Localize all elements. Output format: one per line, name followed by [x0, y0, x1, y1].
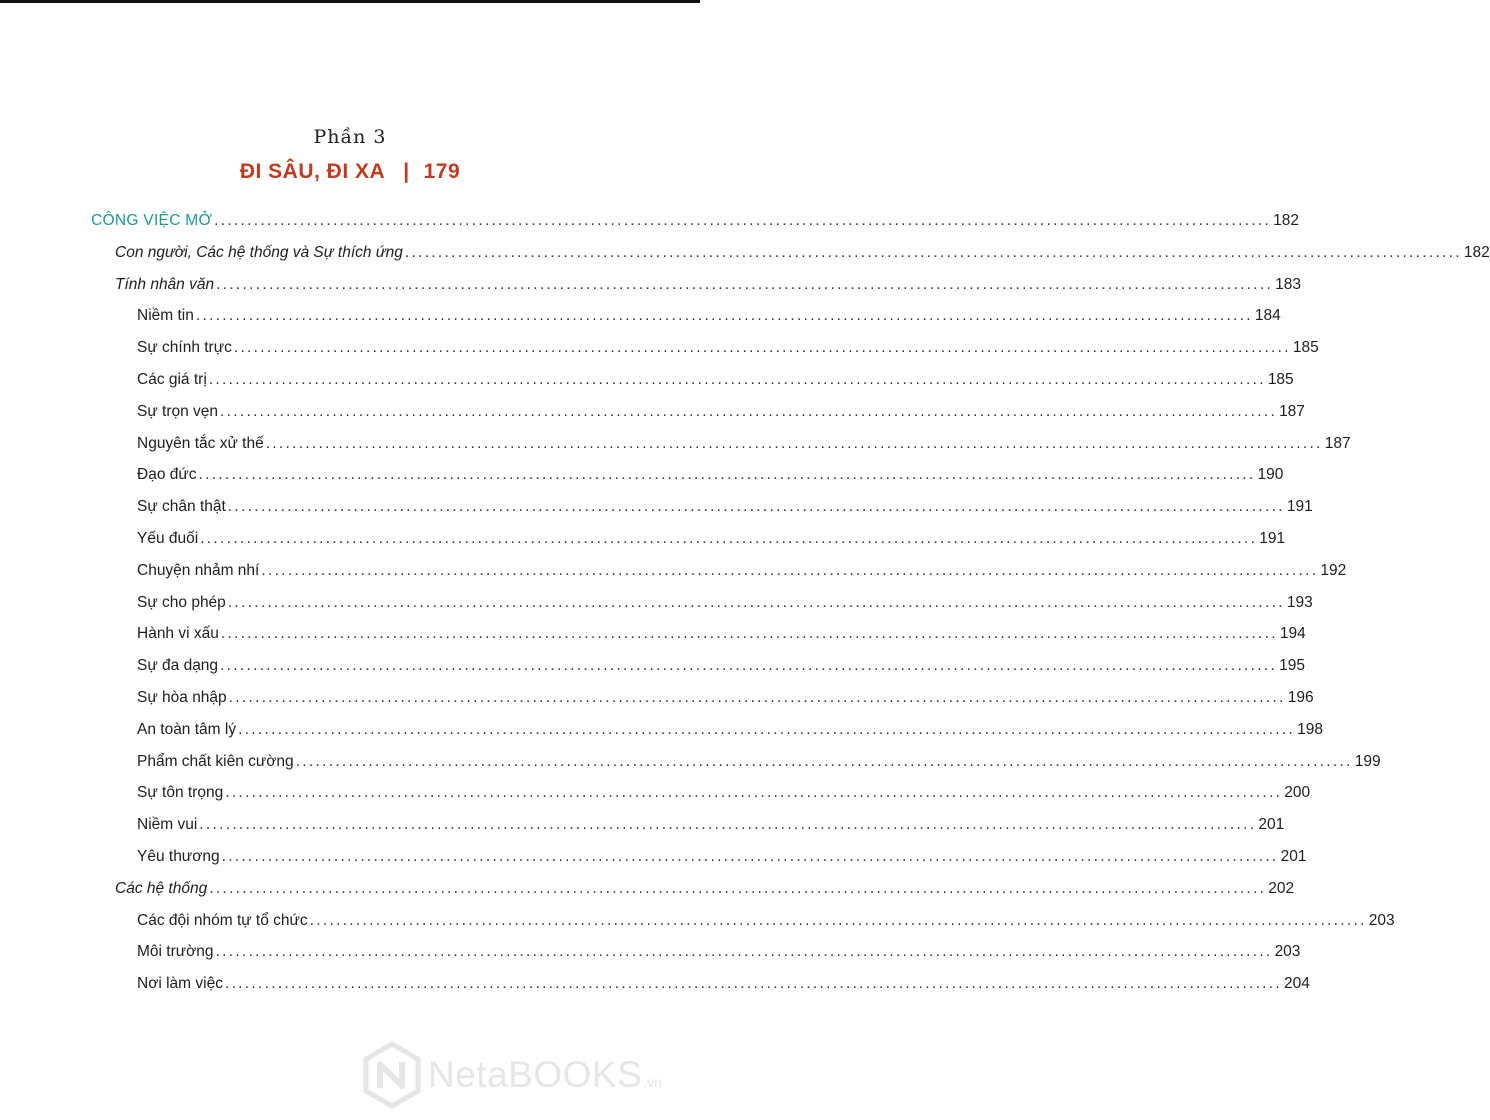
toc-entry[interactable]: [137, 432, 1351, 456]
watermark-suffix: .vn: [643, 1074, 662, 1090]
toc-entry[interactable]: [137, 463, 1284, 487]
toc-leader-dots: ................................................................................................................................................................: [233, 339, 1291, 357]
toc-entry-page: 198: [1297, 720, 1323, 738]
toc-leader-dots: ................................................................................................................................................................: [265, 434, 1323, 452]
toc-entry-page: 190: [1257, 466, 1284, 484]
toc-entry-page: 191: [1259, 530, 1286, 547]
toc-entry-page: 192: [1320, 561, 1347, 579]
toc-leader-dots: ................................................................................................................................................................: [261, 561, 1319, 579]
toc-entry-page: 200: [1284, 784, 1311, 802]
toc-entry-title: Sự chính trực: [137, 339, 232, 357]
toc-entry-page: 187: [1324, 434, 1351, 452]
top-border: [0, 0, 700, 3]
watermark: [362, 1040, 700, 1110]
toc-entry[interactable]: [137, 781, 1311, 805]
toc-entry-title: Con người, Các hệ thống và Sự thích ứng: [115, 243, 403, 261]
toc-leader-dots: ................................................................................................................................................................: [227, 498, 1285, 516]
toc-entry-title: Sự tôn trọng: [137, 784, 224, 802]
toc-entry-page: 183: [1275, 275, 1302, 293]
toc-leader-dots: ................................................................................................................................................................: [224, 975, 1282, 993]
toc-leader-dots: ................................................................................................................................................................: [208, 371, 1266, 388]
toc-entry-page: 187: [1279, 402, 1305, 420]
toc-entry[interactable]: [115, 273, 1302, 297]
toc-entry-page: 196: [1287, 689, 1314, 706]
toc-leader-dots: ................................................................................................................................................................: [198, 466, 1256, 484]
toc-entry[interactable]: [137, 972, 1310, 996]
toc-entry-title: Hành vi xấu: [137, 625, 219, 643]
toc-entry-page: 204: [1284, 975, 1310, 993]
toc-leader-dots: ................................................................................................................................................................: [225, 784, 1283, 802]
toc-entry-page: 195: [1279, 657, 1305, 675]
toc-entry-title: Tính nhân văn: [115, 275, 215, 293]
toc-entry[interactable]: [137, 400, 1305, 424]
toc-entry-title: Sự hòa nhập: [137, 689, 227, 706]
toc-entry-page: 182: [1463, 243, 1490, 261]
toc-leader-dots: ................................................................................................................................................................: [227, 593, 1285, 611]
part-page-number: 179: [423, 160, 461, 183]
toc-entry-title: Nguyên tắc xử thế: [137, 434, 264, 452]
toc-leader-dots: ................................................................................................................................................................: [295, 752, 1353, 770]
part-title-line: [0, 160, 700, 184]
toc-leader-dots: ................................................................................................................................................................: [404, 243, 1462, 261]
toc-entry-title: Nơi làm việc: [137, 975, 223, 993]
toc-entry[interactable]: [137, 559, 1347, 583]
toc-leader-dots: ................................................................................................................................................................: [309, 911, 1367, 929]
toc-entry[interactable]: [137, 336, 1319, 360]
toc-entry-title: Sự cho phép: [137, 593, 226, 611]
toc-entry[interactable]: [137, 940, 1301, 964]
part-separator: |: [403, 160, 410, 183]
toc-leader-dots: ................................................................................................................................................................: [209, 879, 1267, 897]
toc-entry[interactable]: [137, 750, 1381, 774]
toc-entry-title: Niềm vui: [137, 816, 198, 834]
toc-leader-dots: ................................................................................................................................................................: [238, 720, 1296, 738]
toc-entry-page: 194: [1279, 625, 1306, 643]
toc-entry-page: 203: [1368, 911, 1395, 929]
toc-leader-dots: ................................................................................................................................................................: [220, 402, 1278, 420]
toc-entry-page: 203: [1274, 943, 1301, 961]
toc-entry[interactable]: [137, 813, 1285, 837]
toc-leader-dots: ................................................................................................................................................................: [200, 530, 1258, 547]
watermark-text: NetaBOOKS: [428, 1054, 643, 1095]
toc-entry-page: 202: [1268, 879, 1295, 897]
toc-entry-title: Chuyện nhảm nhí: [137, 561, 260, 579]
toc-leader-dots: ................................................................................................................................................................: [215, 943, 1273, 961]
toc-entry-title: Sự chân thật: [137, 498, 226, 516]
part-title: ĐI SÂU, ĐI XA: [239, 160, 386, 183]
toc-entry-title: Phẩm chất kiên cường: [137, 752, 294, 770]
toc-entry-page: 199: [1354, 752, 1381, 770]
toc-leader-dots: ................................................................................................................................................................: [199, 816, 1257, 834]
toc-entry[interactable]: [137, 909, 1395, 933]
toc-entry[interactable]: [137, 686, 1314, 710]
toc-entry-page: 201: [1280, 848, 1307, 865]
netabooks-logo-icon: [362, 1042, 422, 1108]
toc-entry-title: Yêu thương: [137, 848, 220, 865]
toc-entry-title: Sự trọn vẹn: [137, 402, 219, 420]
toc-entry-page: 185: [1267, 371, 1294, 388]
toc-leader-dots: ................................................................................................................................................................: [220, 657, 1278, 675]
toc-entry-title: Đạo đức: [137, 466, 197, 484]
toc-entry[interactable]: [137, 527, 1286, 551]
toc-entry-page: 182: [1273, 212, 1299, 229]
toc-leader-dots: ................................................................................................................................................................: [195, 307, 1253, 325]
toc-entry[interactable]: [137, 304, 1281, 328]
toc-entry[interactable]: [137, 368, 1294, 392]
toc-entry-title: Các giá trị: [137, 371, 207, 388]
toc-entry-title: Môi trường: [137, 943, 214, 961]
toc-entry-page: 185: [1292, 339, 1319, 357]
toc-entry[interactable]: [115, 241, 1490, 265]
toc-leader-dots: ................................................................................................................................................................: [214, 212, 1272, 229]
part-label: Phần 3: [313, 126, 387, 148]
toc-entry[interactable]: [115, 877, 1295, 901]
toc-entry[interactable]: [137, 845, 1307, 869]
toc-entry-page: 193: [1286, 593, 1313, 611]
toc-entry-page: 184: [1254, 307, 1281, 325]
toc-entry-title: An toàn tâm lý: [137, 720, 237, 738]
toc-entry-title: CÔNG VIỆC MỞ: [91, 212, 213, 229]
toc-leader-dots: ................................................................................................................................................................: [228, 689, 1286, 706]
toc-entry[interactable]: [137, 654, 1305, 678]
toc-entry-page: 191: [1286, 498, 1313, 516]
toc-leader-dots: ................................................................................................................................................................: [220, 625, 1278, 643]
toc-entry-page: 201: [1258, 816, 1285, 834]
toc-entry-title: Niềm tin: [137, 307, 194, 325]
toc-entry-title: Yếu đuối: [137, 530, 199, 547]
toc-leader-dots: ................................................................................................................................................................: [216, 275, 1274, 293]
toc-entry[interactable]: [137, 622, 1306, 646]
toc-entry-title: Sự đa dạng: [137, 657, 219, 675]
toc-entry[interactable]: [91, 209, 1299, 233]
toc-entry-title: Các đội nhóm tự tổ chức: [137, 911, 308, 929]
toc-entry[interactable]: [137, 495, 1313, 519]
toc-entry[interactable]: [137, 591, 1313, 615]
toc-leader-dots: ................................................................................................................................................................: [221, 848, 1279, 865]
toc-entry-title: Các hệ thống: [115, 879, 208, 897]
toc-entry[interactable]: [137, 718, 1323, 742]
